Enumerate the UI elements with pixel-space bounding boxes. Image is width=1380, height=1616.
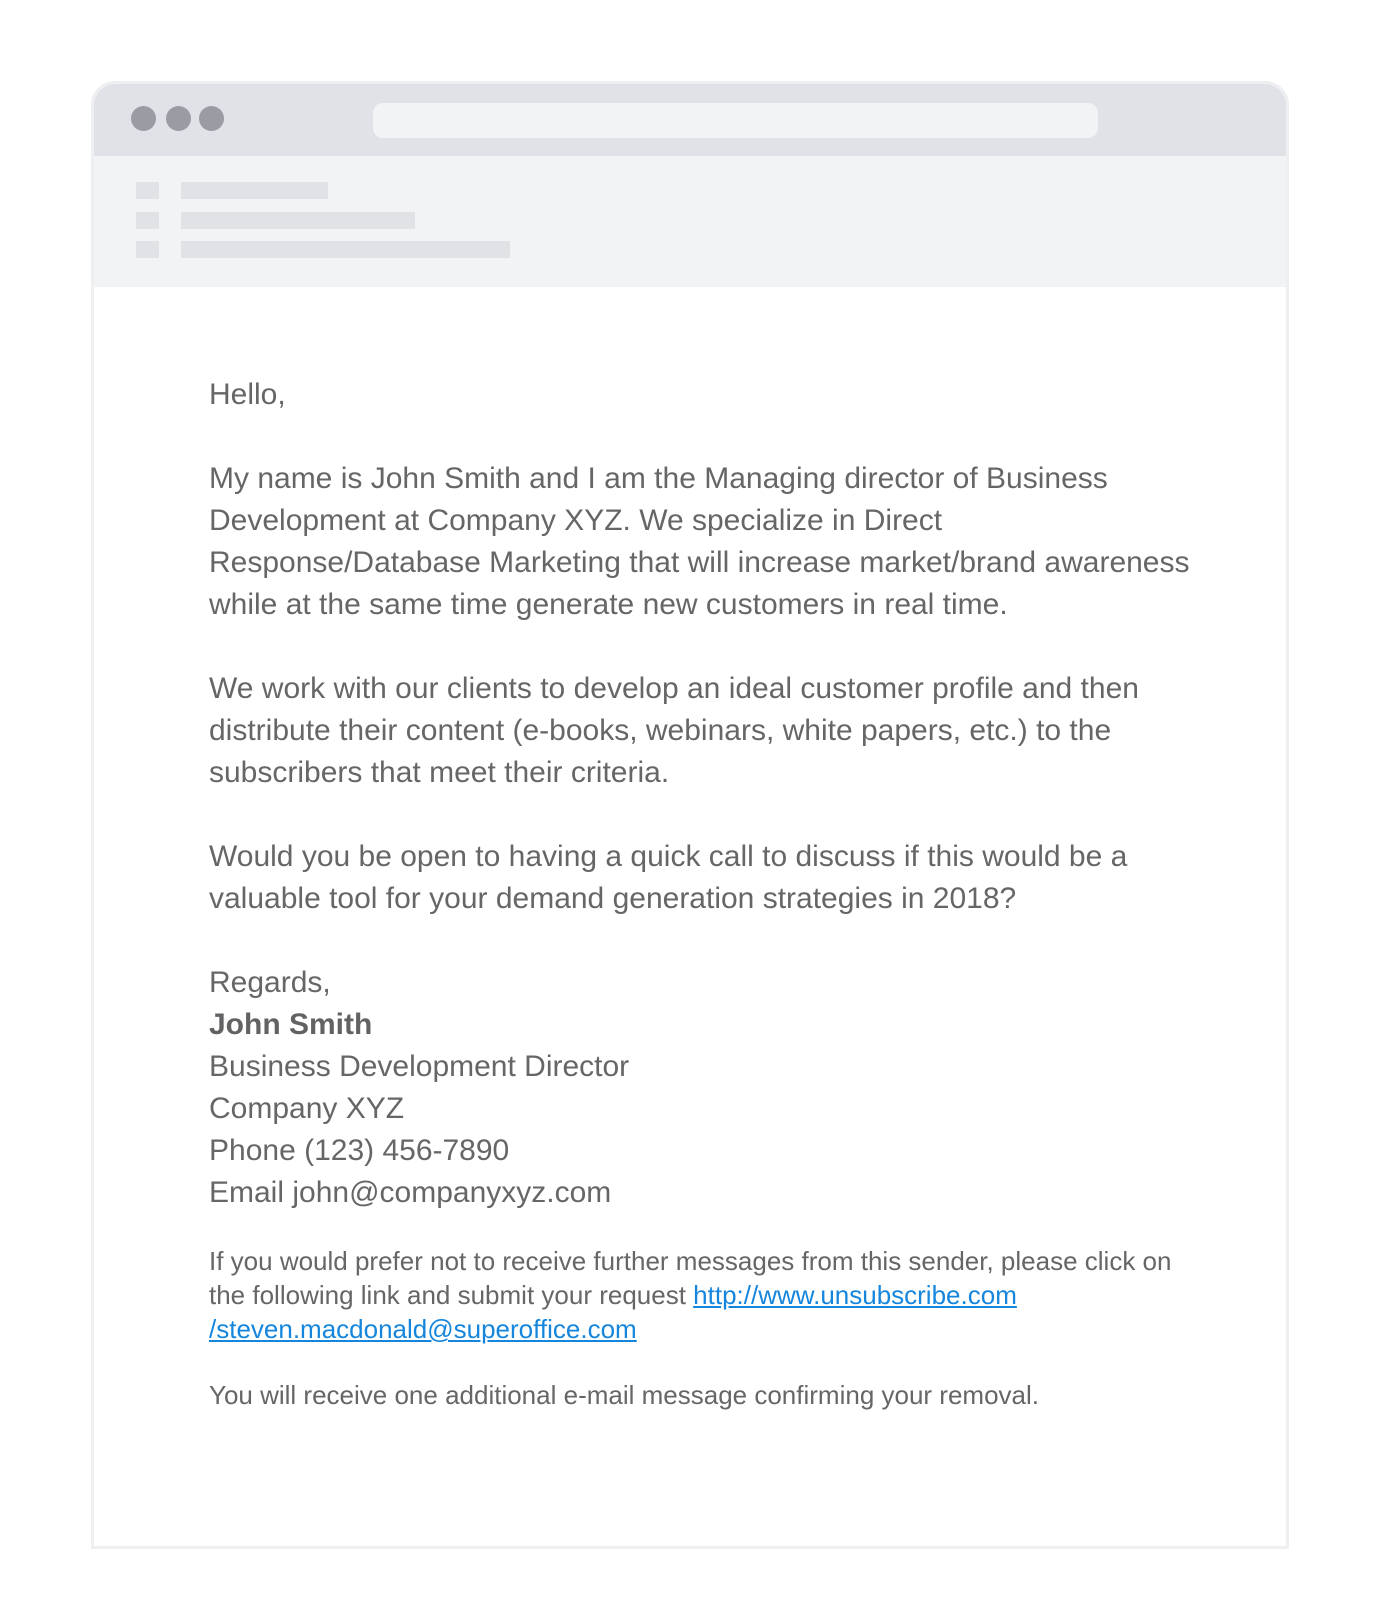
window-control-dot-icon[interactable] — [131, 106, 156, 131]
email-signature — [209, 962, 1209, 1214]
window-control-dot-icon[interactable] — [199, 106, 224, 131]
header-placeholder-line — [181, 212, 415, 229]
email-paragraph: We work with our clients to develop an ideal customer profile and then distribute their content (e-books, webinars, white papers, etc.) to the subscribers that meet their criteria. — [209, 672, 1139, 789]
header-placeholder-icon — [136, 182, 159, 199]
signature-title: Business Development Director — [209, 1050, 630, 1083]
unsubscribe-link[interactable]: http://www.unsubscribe.com — [693, 1280, 1017, 1310]
signature-company: Company XYZ — [209, 1092, 405, 1125]
window-titlebar — [94, 84, 1286, 156]
signature-email-line — [209, 1172, 1209, 1214]
unsubscribe-notice — [209, 1244, 1209, 1346]
email-paragraph: Would you be open to having a quick call to discuss if this would be a valuable tool for your demand generation strategies in 2018? — [209, 840, 1128, 915]
email-footer — [209, 1244, 1209, 1412]
email-window — [91, 81, 1289, 1549]
window-control-dot-icon[interactable] — [166, 106, 191, 131]
email-greeting: Hello, — [209, 378, 286, 411]
header-placeholder-icon — [136, 212, 159, 229]
signature-phone: Phone (123) 456-7890 — [209, 1134, 510, 1167]
header-placeholder-line — [181, 182, 328, 199]
header-placeholder-icon — [136, 241, 159, 258]
unsubscribe-text: If you would prefer not to receive further messages from this sender, please click on the following link and submit your request — [209, 1246, 1172, 1310]
email-paragraph: My name is John Smith and I am the Managing director of Business Development at Company XYZ. We specialize in Direct Response/Database Marketing that will increase market/brand awareness while at the same time generate new customers in real time. — [209, 462, 1190, 621]
removal-confirmation: You will receive one additional e-mail message confirming your removal. — [209, 1380, 1039, 1410]
unsubscribe-link-continued[interactable]: /steven.macdonald@superoffice.com — [209, 1314, 637, 1344]
signature-name: John Smith — [209, 1008, 373, 1041]
address-bar[interactable] — [373, 103, 1098, 138]
email-body — [209, 374, 1209, 1444]
signature-closing: Regards, — [209, 966, 331, 999]
header-placeholder-line — [181, 241, 510, 258]
email-header-pane — [94, 156, 1286, 287]
signature-email[interactable]: Email john@companyxyz.com — [209, 1176, 612, 1209]
